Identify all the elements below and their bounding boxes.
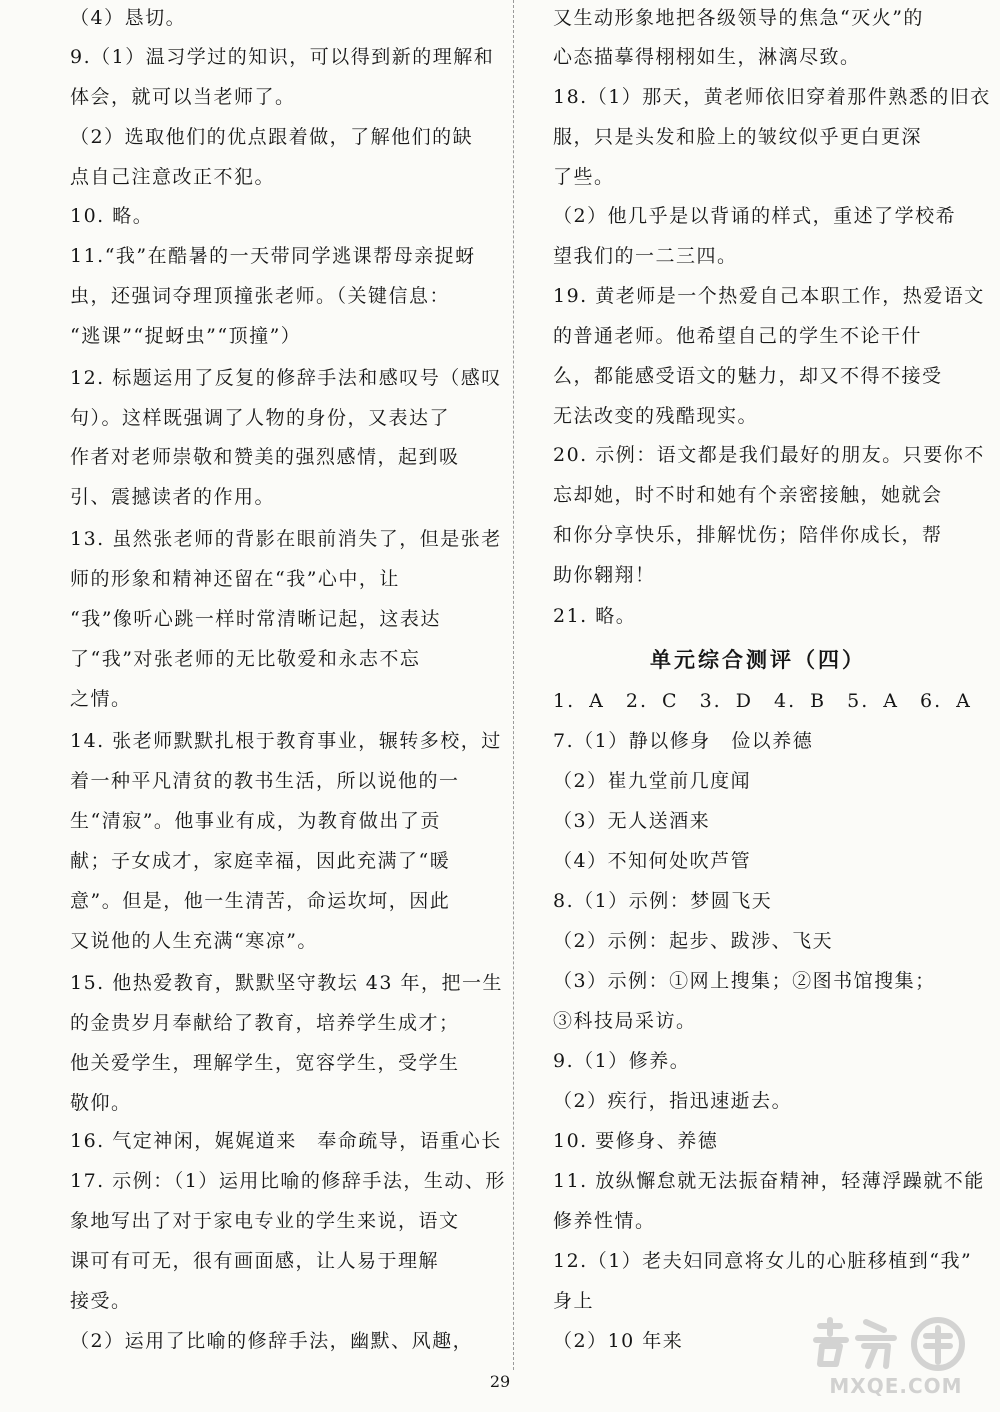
text-line: 之情。 (70, 688, 132, 710)
text-line: 18.（1）那天，黄老师依旧穿着那件熟悉的旧衣 (553, 86, 991, 108)
text-line: ③科技局采访。 (553, 1010, 697, 1032)
text-line: 忘却她，时不时和她有个亲密接触，她就会 (553, 484, 943, 506)
text-line: 的金贵岁月奉献给了教育，培养学生成才； (70, 1012, 460, 1034)
text-line: “逃课”“捉蚜虫”“顶撞”） (70, 325, 302, 347)
text-line: 师的形象和精神还留在“我”心中，让 (70, 568, 400, 590)
text-line: 14. 张老师默默扎根于教育事业，辗转多校，过 (70, 730, 502, 752)
text-line: （4）恳切。 (70, 7, 187, 29)
text-line: 修养性情。 (553, 1210, 656, 1232)
text-line: 身上 (553, 1290, 595, 1312)
text-line: 16. 气定神闲，娓娓道来 奉命疏导，语重心长 (70, 1130, 502, 1152)
text-line: 敬仰。 (70, 1092, 132, 1114)
text-line: （2）选取他们的优点跟着做，了解他们的缺 (70, 126, 474, 148)
text-line: 9.（1）温习学过的知识，可以得到新的理解和 (70, 46, 495, 68)
text-line: 10. 略。 (70, 205, 154, 227)
text-line: 12.（1）老夫妇同意将女儿的心脏移植到“我” (553, 1250, 973, 1272)
text-line: （4）不知何处吹芦管 (553, 850, 752, 872)
text-line: 生“清寂”。他事业有成，为教育做出了贡 (70, 810, 441, 832)
text-line: 作者对老师崇敬和赞美的强烈感情，起到吸 (70, 446, 460, 468)
text-line: 心态描摹得栩栩如生，淋漓尽致。 (553, 46, 861, 68)
text-line: 19. 黄老师是一个热爱自己本职工作，热爱语文 (553, 285, 985, 307)
text-line: （3）示例：①网上搜集；②图书馆搜集； (553, 970, 936, 992)
text-line: 20. 示例：语文都是我们最好的朋友。只要你不 (553, 444, 985, 466)
text-line: 8.（1）示例：梦圆飞天 (553, 890, 773, 912)
text-line: 1. A 2. C 3. D 4. B 5. A 6. A (553, 690, 972, 712)
text-line: （2）他几乎是以背诵的样式，重述了学校希 (553, 205, 957, 227)
text-line: 了“我”对张老师的无比敬爱和永志不忘 (70, 648, 421, 670)
text-line: 助你翱翔！ (553, 564, 656, 586)
text-line: 接受。 (70, 1290, 132, 1312)
text-line: 么，都能感受语文的魅力，却又不得不接受 (553, 365, 943, 387)
text-line: （2）疾行，指迅速逝去。 (553, 1090, 793, 1112)
watermark-logo (806, 1312, 986, 1402)
text-line: 意”。但是，他一生清苦，命运坎坷，因此 (70, 890, 451, 912)
text-line: “我”像听心跳一样时常清晰记起，这表达 (70, 608, 441, 630)
column-divider (513, 0, 514, 1370)
text-line: 虫，还强词夺理顶撞张老师。（关键信息： (70, 285, 451, 307)
text-line: 11. 放纵懈怠就无法振奋精神，轻薄浮躁就不能 (553, 1170, 985, 1192)
text-line: 体会，就可以当老师了。 (70, 86, 296, 108)
text-line: 7.（1）静以修身 俭以养德 (553, 730, 814, 752)
text-line: （2）10 年来 (553, 1330, 684, 1352)
text-line: 12. 标题运用了反复的修辞手法和感叹号（感叹 (70, 367, 502, 389)
text-line: 15. 他热爱教育，默默坚守教坛 43 年，把一生 (70, 972, 504, 994)
text-line: 他关爱学生，理解学生，宽容学生，受学生 (70, 1052, 460, 1074)
text-line: 10. 要修身、养德 (553, 1130, 719, 1152)
text-line: 的普通老师。他希望自己的学生不论干什 (553, 325, 923, 347)
text-line: 句）。这样既强调了人物的身份，又表达了 (70, 407, 451, 429)
text-line: 望我们的一二三四。 (553, 245, 738, 267)
text-line: 着一种平凡清贫的教书生活，所以说他的一 (70, 770, 460, 792)
text-line: 了些。 (553, 166, 615, 188)
text-line: 又生动形象地把各级领导的焦急“灭火”的 (553, 7, 924, 29)
text-line: 服，只是头发和脸上的皱纹似乎更白更深 (553, 126, 923, 148)
text-line: 引、震撼读者的作用。 (70, 486, 276, 508)
text-line: 点自己注意改正不犯。 (70, 166, 276, 188)
text-line: 献；子女成才，家庭幸福，因此充满了“暖 (70, 850, 451, 872)
text-line: 又说他的人生充满“寒凉”。 (70, 930, 318, 952)
text-line: （2）崔九堂前几度闻 (553, 770, 752, 792)
text-line: 象地写出了对于家电专业的学生来说，语文 (70, 1210, 460, 1232)
text-line: （2）运用了比喻的修辞手法，幽默、风趣， (70, 1330, 474, 1352)
text-line: （2）示例：起步、跋涉、飞天 (553, 930, 834, 952)
text-line: 课可有可无，很有画面感，让人易于理解 (70, 1250, 440, 1272)
text-line: 无法改变的残酷现实。 (553, 405, 759, 427)
page-number: 29 (489, 1372, 511, 1391)
watermark-text: MXQE.COM (829, 1374, 963, 1398)
text-line: （3）无人送酒来 (553, 810, 711, 832)
text-line: 11.“我”在酷暑的一天带同学逃课帮母亲捉蚜 (70, 245, 476, 267)
text-line: 13. 虽然张老师的背影在眼前消失了，但是张老 (70, 528, 502, 550)
text-line: 9.（1）修养。 (553, 1050, 691, 1072)
text-line: 21. 略。 (553, 605, 637, 627)
section-heading: 单元综合测评（四） (650, 647, 866, 672)
text-line: 和你分享快乐，排解忧伤；陪伴你成长，帮 (553, 524, 943, 546)
text-line: 17. 示例：（1）运用比喻的修辞手法，生动、形 (70, 1170, 506, 1192)
